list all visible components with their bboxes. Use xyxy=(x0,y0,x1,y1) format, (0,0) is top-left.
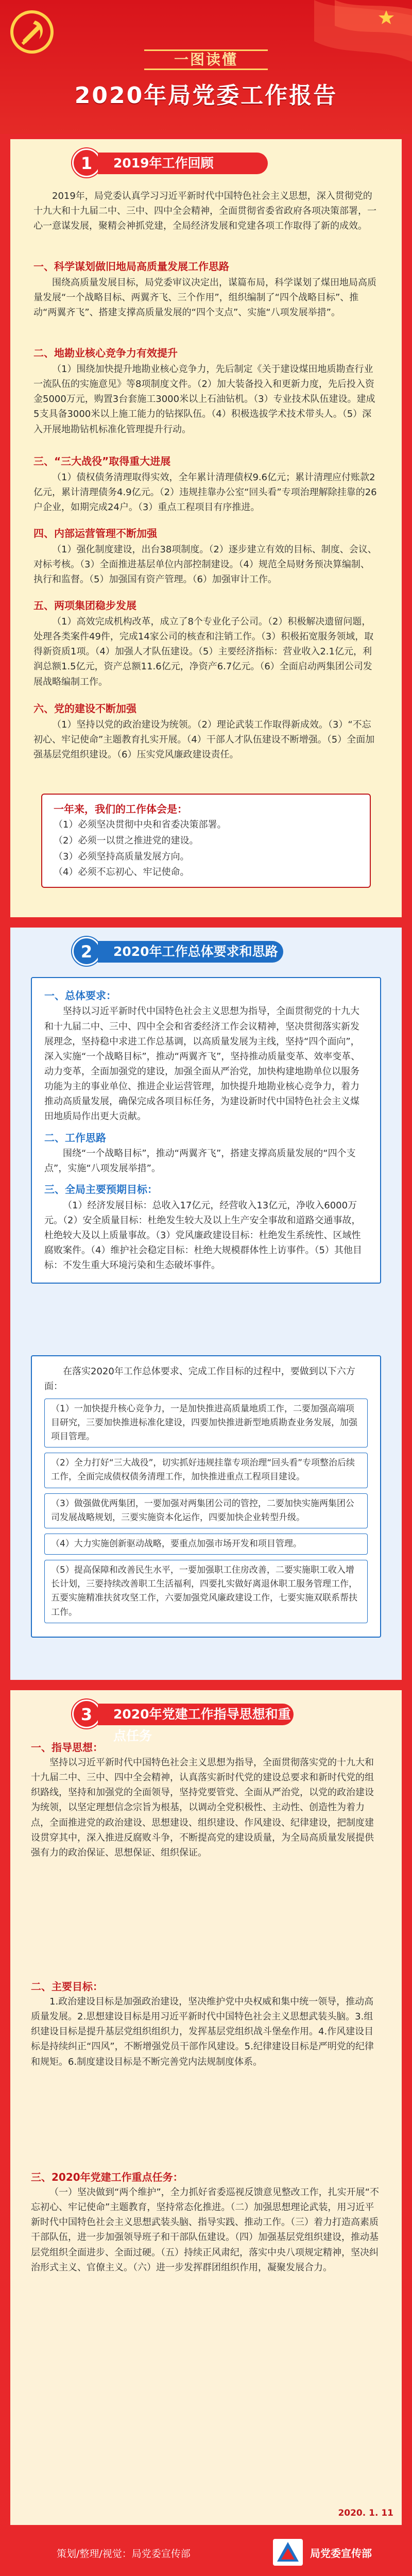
publish-date: 2020. 1. 11 xyxy=(338,2508,393,2518)
six-tasks-lead: 在落实2020年工作总体要求、完成工作目标的过程中，要做到以下六方面： xyxy=(44,1366,355,1392)
header-banner xyxy=(0,0,412,134)
review-item-title: 四、内部运营管理不断加强 xyxy=(33,527,157,540)
section-2020-party-building xyxy=(10,1690,402,2525)
main-goals-title: 三、全局主要预期目标： xyxy=(44,1183,158,1196)
red-flag-icon xyxy=(304,0,412,62)
block-title: 三、2020年党建工作重点任务： xyxy=(31,2171,183,2183)
review-item-title: 三、“三大战役”取得重大进展 xyxy=(33,455,171,467)
footer xyxy=(0,2528,412,2576)
six-tasks-box xyxy=(31,1355,381,1638)
review-item-title: 二、地勘业核心竞争力有效提升 xyxy=(33,347,178,359)
experience-list xyxy=(54,817,358,880)
section-header xyxy=(10,1690,402,1743)
task-item: （3）做强做优两集团，一要加强对两集团公司的管控，二要加快实施两集团公司发展战略规划，三要实施资本化运作，四要加快企业转型升级。 xyxy=(44,1493,368,1528)
section-number: 1 xyxy=(72,148,101,177)
section-intro: 2019年，局党委认真学习习近平新时代中国特色社会主义思想，深入贯彻党的十九大和十九届二中、三中、四中全会精神，全面贯彻省委省政府各项决策部署，一心一意谋发展，聚精会神抓党建，全局经济发展和党建各项工作取得了新的成效。 xyxy=(33,191,376,232)
work-route-text: 围绕“一个战略目标”，推动“两翼齐飞”，搭建支撑高质量发展的“四个支点”，实施“八项发展举措”。 xyxy=(44,1148,356,1174)
task-item: （5）提高保障和改善民生水平，一要加强职工住房改善，二要实施职工收入增长计划，三要持续改善职工生活福利，四要扎实做好离退休职工服务管理工作，五要实施精准扶贫攻坚工作，六要加强党风廉政建设工作，七要实施双联系帮扶工作。 xyxy=(44,1560,368,1623)
general-requirements-box xyxy=(31,977,381,1284)
list-item: （4）必须不忘初心、牢记使命。 xyxy=(54,867,190,878)
block-text: （一）坚决做到“两个维护”，全力抓好省委巡视反馈意见整改工作，扎实开展“不忘初心、牢记使命”主题教育，坚持常态化推进。（二）加强思想理论武装，用习近平新时代中国特色社会主义思想武装头脑、指导实践、推动工作。（三）着力打造高素质干部队伍，进一步加强领导班子和干部队伍建设。（四）加强基层党组织建设，推动基层党组织全面进步、全面过硬。（五）持续正风肃纪，落实中央八项规定精神，坚决纠治形式主义、官僚主义。（六）进一步发挥群团组织作用，凝聚发展合力。 xyxy=(31,2187,379,2273)
review-item-title: 一、科学谋划做旧地局高质量发展工作思路 xyxy=(33,260,229,273)
review-item-title: 五、两项集团稳步发展 xyxy=(33,599,136,612)
review-item-text: （1）债权债务清理取得实效，全年累计清理债权9.6亿元；累计清理应付账款2亿元，累计清理债务4.9亿元。（2）违规挂靠办公室“回头看”专项治理解除挂靠的26户企业，如期完成24户。（3）重点工程项目有序推进。 xyxy=(33,472,377,513)
section-header xyxy=(10,139,402,186)
list-item: （3）必须坚持高质量发展方向。 xyxy=(54,851,190,862)
block-text: 1.政治建设目标是加强政治建设，坚决维护党中央权威和集中统一领导，推动高质量发展。2.思想建设目标是用习近平新时代中国特色社会主义思想武装头脑。3.组织建设目标是提升基层党组织组织力，发挥基层党组织战斗堡垒作用。4.作风建设目标是持续纠正“四风”，不断增强党员干部作风建设。5.纪律建设目标是严明党的纪律和规矩。6.制度建设目标是不断完善党内法规制度体系。 xyxy=(31,1996,374,2067)
experience-title: 一年来，我们的工作体会是： xyxy=(54,803,187,815)
review-item xyxy=(33,598,379,689)
section-header xyxy=(10,928,402,974)
review-item-text: （1）高效完成机构改革，成立了8个专业化子公司。（2）积极解决遗留问题，处理各类案件49件，完成14家公司的核查和注销工作。（3）积极拓宽服务领域，取得新资质1项。（4）加强人才队伍建设。（5）主要经济指标：营业收入2.1亿元，利润总额1.5亿元，资产总额11.6亿元，净资产6.7亿元。（6）全面启动两集团公司发展战略编制工作。 xyxy=(33,616,374,687)
task-item: （2）全力打好“三大战役”，切实抓好违规挂靠专项治理“回头看”专项整治后续工作，全面完成债权债务清理工作，加快推进重点工程项目建设。 xyxy=(44,1453,368,1488)
section-title: 2020年工作总体要求和思路 xyxy=(98,941,283,963)
guiding-thought-block xyxy=(31,1740,381,1860)
review-item-text: （1）围绕加快提升地勘业核心竞争力，先后制定《关于建设煤田地质勘查行业一流队伍的实施意见》等8项制度文件。（2）加大装备投入和更新力度，先后投入资金5000万元，购置3台套施工3000米以上石油钻机。（3）专业技术队伍建设。建成5支具备3000米以上施工能力的钻探队伍。（4）积极选拔学术技术带头人。（5）深入开展地勘钻机标准化管理提升行动。 xyxy=(33,364,375,435)
footer-credit: 策划/整理/视觉：局党委宣传部 xyxy=(57,2548,191,2560)
main-goals-text: （1）经济发展目标：总收入17亿元，经营收入13亿元，净收入6000万元。（2）安全质量目标：杜绝发生较大及以上生产安全事故和道路交通事故，杜绝较大及以上质量事故。（3）党风廉政建设目标：杜绝发生系统性、区域性腐败案件。（4）维护社会稳定目标：杜绝大规模群体性上访事件。（5）其他目标：不发生重大环境污染和生态破坏事件。 xyxy=(44,1200,362,1271)
header-org-logo-icon xyxy=(273,2539,303,2566)
section-title: 2019年工作回顾 xyxy=(98,153,268,174)
review-item xyxy=(33,345,379,437)
review-item-text: （1）坚持以党的政治建设为统领。（2）理论武装工作取得新成效。（3）“不忘初心、牢记使命”主题教育扎实开展。（4）干部人才队伍建设不断增强。（5）全面加强基层党组织建设。（6）压实党风廉政建设责任。 xyxy=(33,719,375,761)
general-requirements-text: 坚持以习近平新时代中国特色社会主义思想为指导，全面贯彻党的十九大和十九届二中、三中、四中全会和省委经济工作会议精神，坚决贯彻落实新发展理念，坚持稳中求进工作总基调，以高质量发展为主线，坚持“四个面向”，深入实施“一个战略目标”，推动“两翼齐飞”，坚持推动质量变革、效率变革、动力变革，全面加强党的建设，加强全面从严治党，加快构建地勘单位以服务功能为主的事业单位、推进企业运营管理，加快提升地勘业核心竞争力，着力推动高质量发展，确保完成各项目标任务，为建设新时代中国特色社会主义煤田地质局作出更大贡献。 xyxy=(44,1006,360,1122)
review-item xyxy=(33,259,379,320)
review-item-text: （1）强化制度建设，出台38项制度。（2）逐步建立有效的目标、制度、会议、对标考核。（3）全面推进基层单位内部控制建设。（4）规范全局财务预决算编制、执行和监督。（5）加强国有资产管理。（6）加强审计工作。 xyxy=(33,544,377,585)
work-route-title: 二、工作思路 xyxy=(44,1131,106,1144)
task-item: （1）一加快提升核心竞争力，一是加快推进高质量地质工作，二要加强高端项目研究，三要加快推进标准化建设，四要加快推进新型地质勘查业务发展，加强项目管理。 xyxy=(44,1399,368,1448)
section-2020-requirements xyxy=(10,928,402,1680)
review-item-text: 围绕高质量发展目标，局党委审议决定出，谋篇布局，科学谋划了煤田地局高质量发展“一个战略目标、两翼齐飞、三个作用”，组织编制了“四个战略目标”、推动“两翼齐飞”、搭建支撑高质量发展的“四个支点”、实施“八项发展举措”。 xyxy=(33,277,376,318)
section-number: 3 xyxy=(72,1699,101,1728)
review-item-title: 六、党的建设不断加强 xyxy=(33,702,136,715)
party-emblem-icon xyxy=(9,9,55,55)
block-title: 一、指导思想： xyxy=(31,1741,103,1754)
general-requirements-title: 一、总体要求： xyxy=(44,989,116,1002)
experience-box xyxy=(41,794,371,888)
list-item: （1）必须坚决贯彻中央和省委决策部署。 xyxy=(54,819,227,831)
section-title: 2020年党建工作指导思想和重点任务 xyxy=(98,1704,294,1725)
header-kicker: 一图读懂 xyxy=(144,49,268,70)
page-title: 2020年局党委工作报告 xyxy=(74,82,338,109)
review-item xyxy=(33,526,379,587)
footer-org: 局党委宣传部 xyxy=(310,2547,372,2560)
review-item xyxy=(33,701,379,762)
main-targets-block xyxy=(31,1979,381,2069)
section-2019-review xyxy=(10,139,402,917)
task-item: （4）大力实施创新驱动战略，要重点加强市场开发和项目管理。 xyxy=(44,1534,368,1555)
key-tasks-block xyxy=(31,2169,381,2275)
review-item xyxy=(33,453,379,515)
list-item: （2）必须一以贯之推进党的建设。 xyxy=(54,835,199,846)
block-title: 二、主要目标： xyxy=(31,1980,103,1993)
block-text: 坚持以习近平新时代中国特色社会主义思想为指导，全面贯彻落实党的十九大和十九届二中、三中、四中全会精神，认真落实新时代党的建设总要求和新时代党的组织路线，坚持和加强党的全面领导，坚持党要管党、全面从严治党，以党的政治建设为统领，以坚定理想信念宗旨为根基，以调动全党积极性、主动性、创造性为着力点，全面推进党的政治建设、思想建设、组织建设、作风建设、纪律建设，把制度建设贯穿其中，深入推进反腐败斗争，不断提高党的建设质量，为全局高质量发展提供强有力的政治保证、思想保证、组织保证。 xyxy=(31,1757,374,1858)
section-number: 2 xyxy=(72,937,101,966)
